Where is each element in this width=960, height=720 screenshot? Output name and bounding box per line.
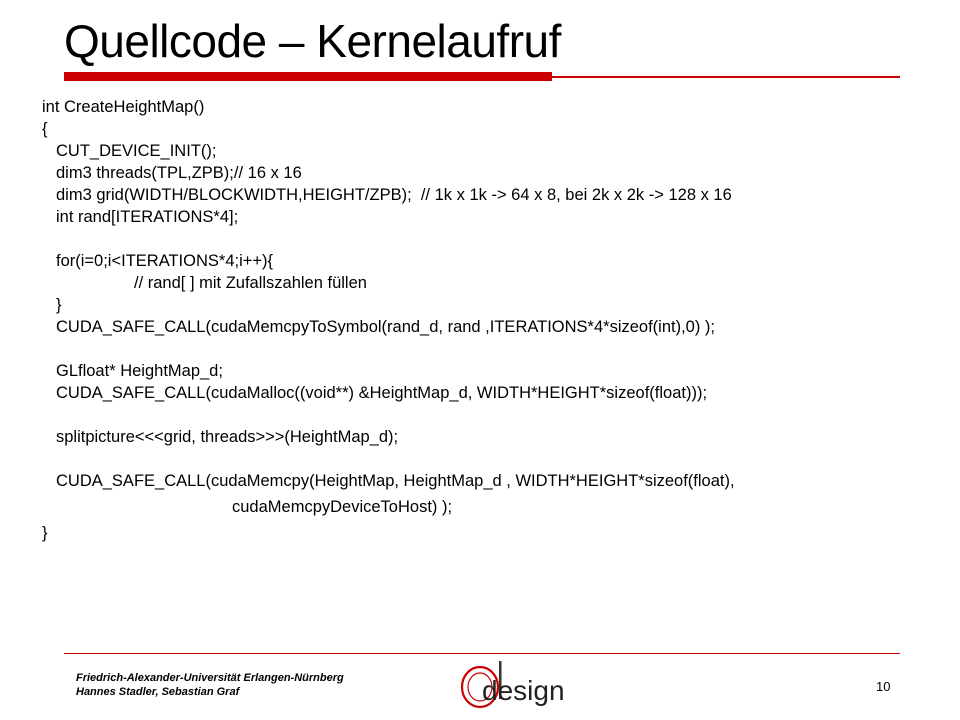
code-line: } (56, 296, 62, 314)
code-comment: // rand[ ] mit Zufallszahlen füllen (134, 274, 367, 292)
code-line: dim3 grid(WIDTH/BLOCKWIDTH,HEIGHT/ZPB); // 1k x 1k -> 64 x 8, bei 2k x 2k -> 128 x 16 (56, 186, 732, 204)
footer-divider (64, 653, 900, 654)
code-line: for(i=0;i<ITERATIONS*4;i++){ (56, 252, 274, 270)
code-line: cudaMemcpyDeviceToHost) ); (232, 498, 453, 516)
code-line: dim3 threads(TPL,ZPB);// 16 x 16 (56, 164, 302, 182)
footer-university: Friedrich-Alexander-Universität Erlangen-Nürnberg (76, 672, 344, 684)
code-line: { (42, 120, 48, 138)
design-logo-icon (458, 659, 578, 711)
code-line: CUT_DEVICE_INIT(); (56, 142, 217, 160)
code-line: int CreateHeightMap() (42, 98, 205, 116)
code-blank-line (42, 448, 942, 470)
title-underline-thin (552, 76, 900, 78)
code-line: } (42, 524, 48, 542)
footer-credits (76, 671, 344, 699)
code-line: CUDA_SAFE_CALL(cudaMalloc((void**) &HeightMap_d, WIDTH*HEIGHT*sizeof(float))); (56, 384, 708, 402)
logo-lettering: design (482, 675, 565, 706)
code-line: GLfloat* HeightMap_d; (56, 362, 223, 380)
code-line: CUDA_SAFE_CALL(cudaMemcpy(HeightMap, HeightMap_d , WIDTH*HEIGHT*sizeof(float), (56, 472, 735, 490)
code-line: int rand[ITERATIONS*4]; (56, 208, 239, 226)
code-line: CUDA_SAFE_CALL(cudaMemcpyToSymbol(rand_d, rand ,ITERATIONS*4*sizeof(int),0) ); (56, 318, 716, 336)
code-blank-line (42, 228, 942, 250)
code-blank-line (42, 338, 942, 360)
title-underline-thick (64, 72, 552, 81)
code-blank-line (42, 404, 942, 426)
code-line: splitpicture<<<grid, threads>>>(HeightMap_d); (56, 428, 399, 446)
page-number: 10 (876, 679, 891, 694)
footer-authors: Hannes Stadler, Sebastian Graf (76, 686, 240, 698)
slide-title: Quellcode – Kernelaufruf (64, 15, 561, 67)
code-block (42, 96, 942, 544)
